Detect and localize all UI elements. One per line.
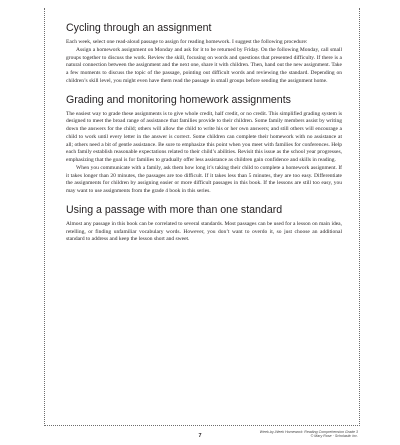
paragraph-procedure: Assign a homework assignment on Monday and ask for it to be returned by Friday. On the following Monday, call small groups together to discuss the work. Review the skill, focusing on words and questions that presented difficulty. If there is a natural connection between the assignment and the next one, share it with children. Then, hand out the new assignment. Take a few moments to discuss the topic of the passage, pointing out difficult words and reviewing the standard. Depending on children’s skill level, you might even have them read the passage in small groups before sending the assignment home. — [66, 46, 342, 84]
paragraph-monitoring: When you communicate with a family, ask them how long it’s taking their child to complete a homework assignment. If it takes longer than 20 minutes, the passages are too difficult. If it takes less than 5 minutes, they are too easy. Differentiate the assignments for children by assigning easier or more difficult passages in this book. If the lessons are still too easy, you may want to use assignments from the grade 4 book in this series. — [66, 164, 342, 194]
section-grading — [66, 94, 342, 196]
section-heading-grading: Grading and monitoring homework assignments — [66, 93, 291, 106]
footer-credit — [260, 430, 358, 439]
paragraph-intro: Each week, select one read-aloud passage to assign for reading homework. I suggest the following procedure: — [66, 39, 308, 45]
section-multiple-standards — [66, 204, 342, 244]
paragraph-standards: Almost any passage in this book can be correlated to several standards. Most passages can be used for a lesson on main idea, retelling, or finding unfamiliar vocabulary words. However, you don’t want to overdo it, so just choose an additional standard to address and keep the lesson short and sweet. — [66, 220, 342, 243]
page-number: 7 — [198, 433, 202, 439]
page-content — [66, 22, 342, 252]
footer-credit-title: Week-by-Week Homework: Reading Comprehension Grade 3 — [259, 430, 358, 434]
footer-credit-copyright: © Mary Rose · Scholastic Inc. — [310, 434, 358, 439]
section-heading-standards: Using a passage with more than one standard — [66, 203, 283, 216]
section-heading-cycling: Cycling through an assignment — [66, 22, 212, 34]
section-cycling — [66, 22, 342, 86]
paragraph-grading: The easiest way to grade these assignments is to give whole credit, half credit, or no credit. This simplified grading system is designed to meet the broad range of assistance that families provide to their children. Some family members assist by writing down the answers for the child; others will allow the child to write his or her own answers; and still others will encourage a child to work until every letter in the answer is correct. Some children can complete their homework with no assistance at all; others need a bit of gentle assistance. Be sure to emphasize this point when you meet with families for conferences. Help each family establish reasonable expectations related to their child’s abilities. Revisit this issue as the school year progresses, emphasizing that the goal is for families to gradually offer less assistance as children gain confidence and skills in reading. — [66, 110, 342, 163]
